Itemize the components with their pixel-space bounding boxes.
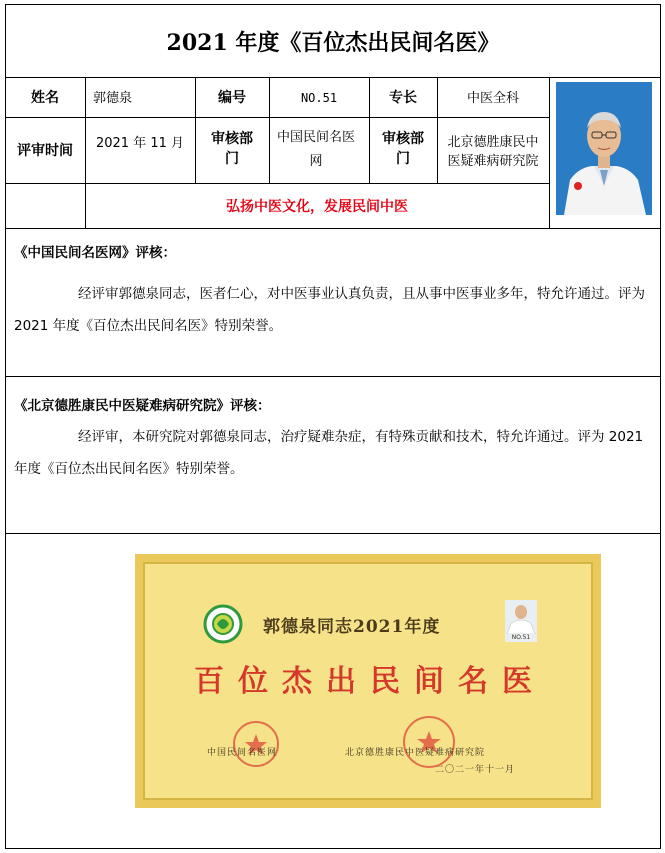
certificate-org-left: 中国民间名医网 (207, 748, 278, 758)
section1-heading: 《中国民间名医网》评核： (14, 245, 176, 261)
certificate-logo-icon (203, 604, 243, 644)
certificate-date: 二〇二一年十一月 (435, 765, 516, 775)
section2-body: 经评审，本研究院对郭德泉同志，治疗疑难杂症，有特殊贡献和技术，特允许通过。评为 2021 年度《百位杰出民间名医》特别荣誉。 (14, 429, 644, 477)
title-close: 》 (477, 29, 500, 56)
slogan: 弘扬中医文化，发展民间中医 (226, 199, 408, 215)
number-value: NO.51 (300, 90, 338, 105)
certificate-portrait-image (505, 600, 537, 634)
specialty-label: 专长 (389, 90, 417, 106)
time-label: 评审时间 (17, 143, 73, 159)
certificate-photo (505, 600, 537, 642)
doctor-photo (556, 82, 652, 215)
number-label: 编号 (218, 90, 246, 106)
specialty-value: 中医全科 (466, 90, 519, 106)
certificate-org-right: 北京德胜康民中医疑难病研究院 (345, 748, 486, 758)
title-text: 2021 年度《百位杰出民间名医 (166, 29, 478, 56)
certificate-image (135, 554, 601, 808)
section1-body: 经评审郭德泉同志，医者仁心，对中医事业认真负责，且从事中医事业多年，特允许通过。评为 2021 年度《百位杰出民间名医》特别荣誉。 (14, 286, 645, 334)
seal-left-icon (231, 719, 281, 769)
page-title (5, 4, 661, 78)
name-value: 郭德泉 (93, 90, 133, 106)
name-label: 姓名 (31, 90, 59, 106)
section-divider-1 (5, 376, 661, 377)
review-dept-label-2: 审核部门 (382, 131, 424, 167)
review-dept-value-1: 中国民间名医网 (276, 130, 355, 169)
section-divider-2 (5, 533, 661, 534)
certificate-main-title: 百位杰出民间名医 (194, 664, 546, 699)
review-dept-label-1: 审核部门 (211, 131, 253, 167)
certificate-photo-caption: NO.51 (511, 634, 531, 641)
review-dept-value-2: 北京德胜康民中医疑难病研究院 (447, 135, 539, 169)
section2-heading: 《北京德胜康民中医疑难病研究院》评核： (14, 398, 271, 414)
certificate-name-line: 郭德泉同志2021年度 (263, 617, 441, 637)
doctor-portrait-image (556, 82, 652, 215)
time-value: 2021 年 11 月 (95, 135, 185, 151)
certificate-panel (143, 562, 593, 800)
